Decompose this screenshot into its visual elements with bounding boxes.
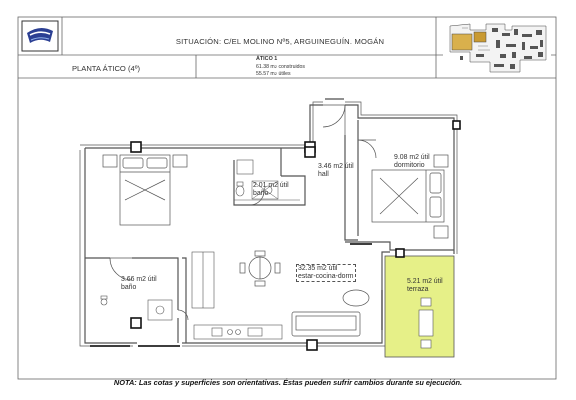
double-bed-icon: [103, 155, 187, 225]
room-label-estar: 32.35 m2 útil estar-cocina-dorm: [298, 265, 354, 280]
keyplan-icon: [443, 22, 551, 74]
built-area: 61.38 $m^2$ construidos: [256, 64, 305, 70]
useful-area: 55.57 $m^2$ útiles: [256, 71, 291, 77]
dining-table-icon: [240, 251, 280, 286]
disclaimer-note: NOTA: Las cotas y superficies son orientativas. Éstas pueden sufrir cambios durante su ejecución.: [113, 378, 463, 387]
logo-icon: [22, 21, 58, 51]
built-area-label: construidos: [278, 64, 305, 70]
useful-area-value: 55.57 m: [256, 71, 275, 77]
sofa-icon: [292, 290, 369, 336]
room-label-hall: 3.46 m2 útil hall: [318, 163, 354, 178]
unit-code: ÁTICO 1: [256, 56, 278, 62]
room-label-dormitorio: 9.08 m2 útil dormitorio: [394, 154, 430, 169]
terrace-area: [385, 256, 454, 357]
room-label-bano-1: 2.01 m2 útil baño: [253, 182, 289, 197]
useful-area-label: útiles: [278, 71, 291, 77]
plan-name: PLANTA ÁTICO (4º): [71, 64, 141, 73]
terrace-furniture: [419, 298, 433, 348]
situation-title: SITUACIÓN: C/EL MOLINO Nº5, ARGUINEGUÍN. MOGÁN: [175, 37, 385, 46]
room-label-terraza: 5.21 m2 útil terraza: [407, 278, 443, 293]
built-area-value: 61.38 m: [256, 64, 275, 70]
room-label-bano-2: 3.66 m2 útil baño: [121, 276, 157, 291]
